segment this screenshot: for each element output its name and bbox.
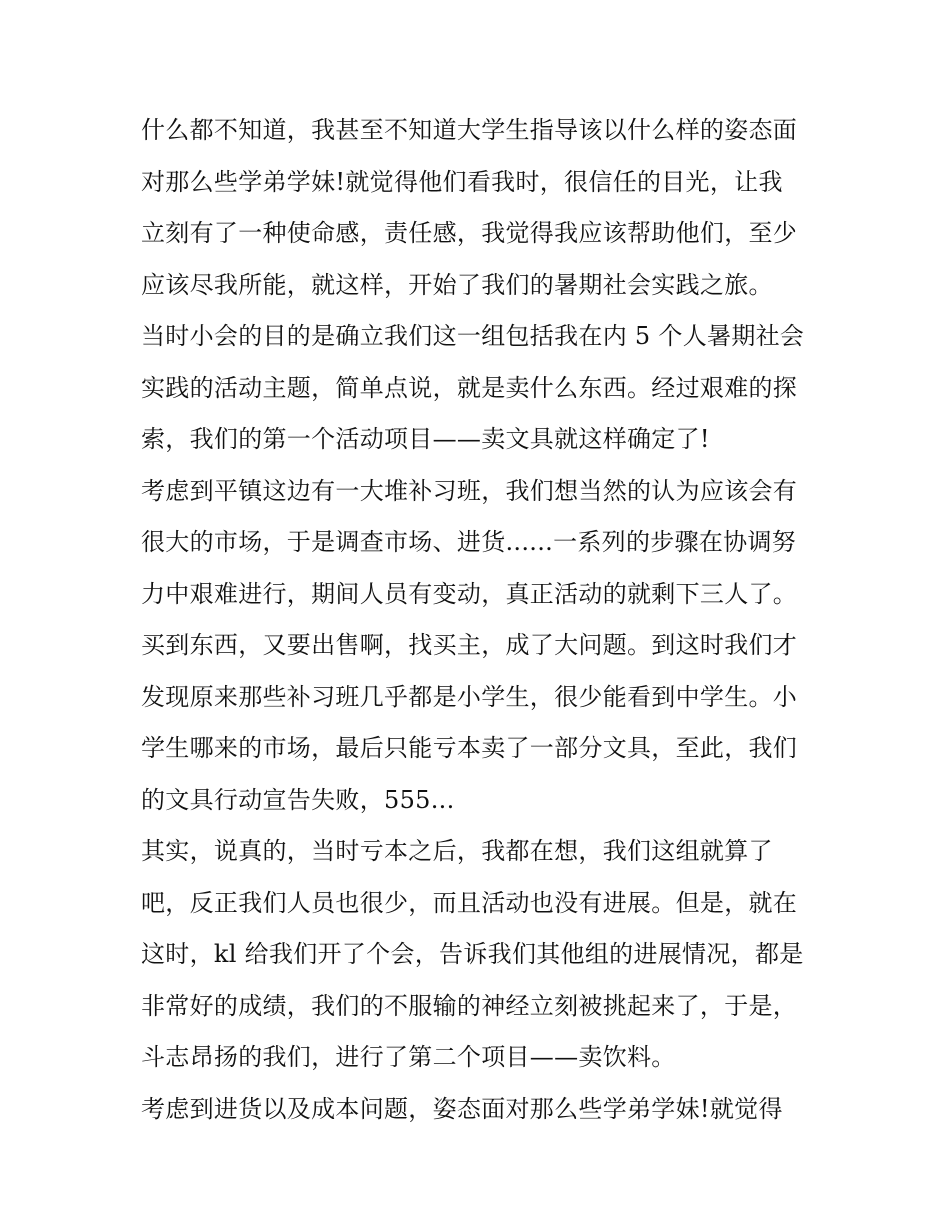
text-line: 对那么些学弟学妹!就觉得他们看我时，很信任的目光，让我: [141, 167, 783, 196]
text-line: 斗志昂扬的我们，进行了第二个项目——卖饮料。: [141, 1043, 676, 1071]
text-line: 非常好的成绩，我们的不服输的神经立刻被挑起来了，于是，: [141, 991, 798, 1020]
text-line: 吧，反正我们人员也很少，而且活动也没有进展。但是，就在: [141, 888, 798, 917]
text-line: 买到东西，又要出售啊，找买主，成了大问题。到这时我们才: [141, 631, 798, 659]
text-line: 什么都不知道，我甚至不知道大学生指导该以什么样的姿态面: [141, 116, 798, 144]
text-line: 考虑到平镇这边有一大堆补习班，我们想当然的认为应该会有: [141, 476, 798, 505]
text-line: 力中艰难进行，期间人员有变动，真正活动的就剩下三人了。: [141, 579, 798, 608]
document-body: [141, 105, 821, 1135]
text-line: 的文具行动宣告失败，555...: [141, 785, 455, 814]
text-line: 应该尽我所能，就这样，开始了我们的暑期社会实践之旅。: [141, 270, 773, 299]
text-line: 这时，kl 给我们开了个会，告诉我们其他组的进展情况，都是: [141, 940, 804, 968]
text-line: 当时小会的目的是确立我们这一组包括我在内 5 个人暑期社会: [141, 322, 805, 350]
text-line: 索，我们的第一个活动项目——卖文具就这样确定了!: [141, 425, 710, 453]
text-line: 实践的活动主题，简单点说，就是卖什么东西。经过艰难的探: [141, 373, 798, 402]
text-line: 很大的市场，于是调查市场、进货......一系列的步骤在协调努: [141, 528, 797, 556]
text-line: 其实，说真的，当时亏本之后，我都在想，我们这组就算了: [141, 837, 773, 865]
text-line: 发现原来那些补习班几乎都是小学生，很少能看到中学生。小: [141, 682, 798, 711]
text-line: 学生哪来的市场，最后只能亏本卖了一部分文具，至此，我们: [141, 734, 798, 762]
text-line: 立刻有了一种使命感，责任感，我觉得我应该帮助他们，至少: [141, 219, 798, 247]
text-line: 考虑到进货以及成本问题，姿态面对那么些学弟学妹!就觉得: [141, 1094, 783, 1123]
